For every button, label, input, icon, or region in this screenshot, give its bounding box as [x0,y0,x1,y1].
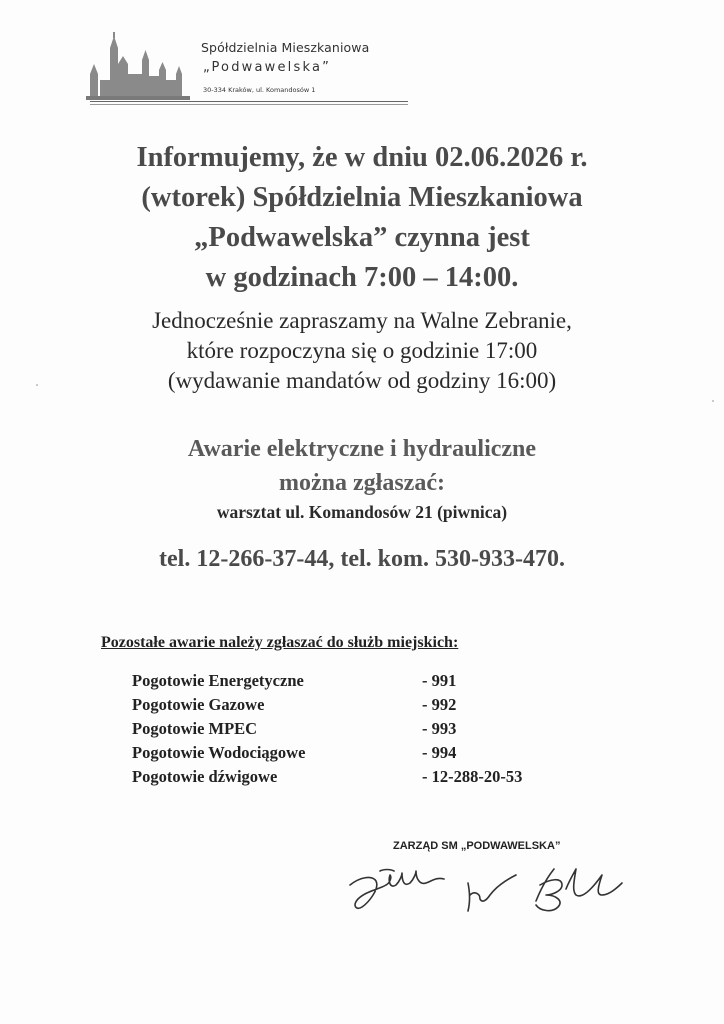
service-number: - 994 [422,743,457,762]
city-services-title: Pozostałe awarie należy zgłaszać do służb miejskich: [101,634,459,651]
handwritten-signatures [340,855,630,925]
org-name: Spółdzielnia Mieszkaniowa [201,40,370,55]
invitation-line-3: (wydawanie mandatów od godziny 16:00) [167,368,557,393]
general-meeting-invitation [0,306,724,396]
failures-line-2: można zgłaszać: [279,470,445,496]
invitation-line-1: Jednocześnie zapraszamy na Walne Zebranie, [152,308,572,333]
list-item [132,767,592,791]
service-number: - 12-288-20-53 [422,767,523,786]
letterhead [86,30,410,110]
header-divider [90,101,408,102]
workshop-address: warsztat ul. Komandosów 21 (piwnica) [216,502,508,522]
headline-line-1: Informujemy, że w dniu 02.06.2026 r. [136,142,588,173]
wawel-castle-logo [86,30,190,102]
board-signature-label: ZARZĄD SM „PODWAWELSKA” [393,840,561,852]
city-services-list [132,671,592,791]
list-item [132,743,592,767]
service-name: Pogotowie Wodociągowe [132,743,306,762]
list-item [132,695,592,719]
list-item [132,719,592,743]
service-name: Pogotowie Energetyczne [132,671,304,690]
scan-speck [712,400,714,402]
failures-line-1: Awarie elektryczne i hydrauliczne [187,436,537,462]
invitation-line-2: które rozpoczyna się o godzinie 17:00 [186,338,538,363]
service-number: - 993 [422,719,457,738]
service-number: - 992 [422,695,457,714]
service-name: Pogotowie Gazowe [132,695,265,714]
failure-reporting-heading [0,432,724,500]
header-divider-secondary [90,104,408,105]
headline-line-2: (wtorek) Spółdzielnia Mieszkaniowa [141,182,583,213]
org-name-quoted: „Podwawelska” [203,60,332,75]
service-number: - 991 [422,671,457,690]
failure-phone-numbers: tel. 12-266-37-44, tel. kom. 530-933-470. [159,546,565,572]
headline-line-4: w godzinach 7:00 – 14:00. [205,262,519,293]
org-address: 30-334 Kraków, ul. Komandosów 1 [203,86,316,94]
service-name: Pogotowie MPEC [132,719,258,738]
list-item [132,671,592,695]
scan-speck [36,384,38,386]
opening-hours-announcement [0,138,724,298]
service-name: Pogotowie dźwigowe [132,767,278,786]
headline-line-3: „Podwawelska” czynna jest [194,222,530,253]
